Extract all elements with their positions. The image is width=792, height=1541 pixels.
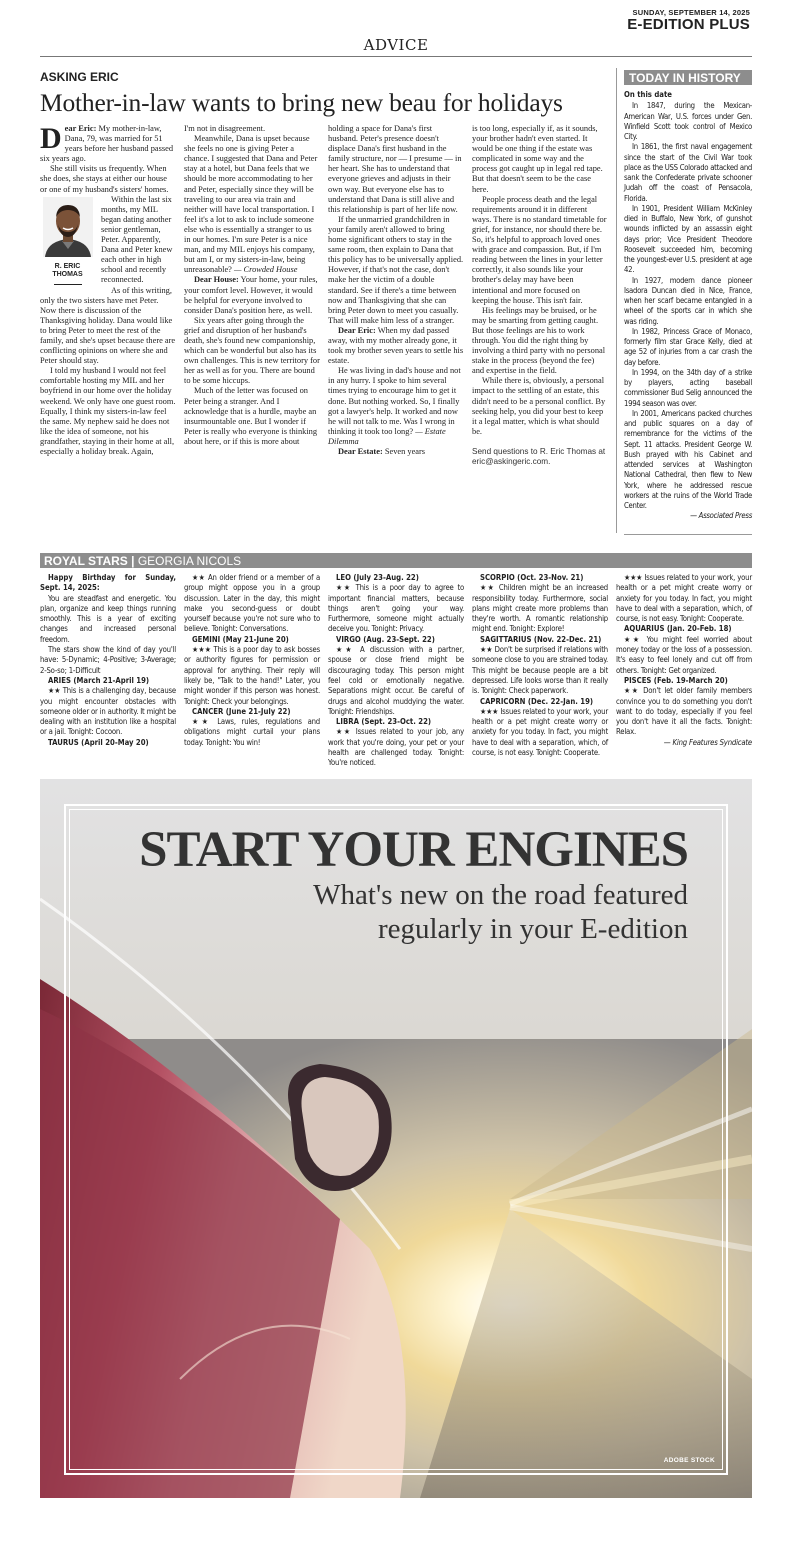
sign-heading: CAPRICORN (Dec. 22-Jan. 19) — [480, 696, 594, 706]
promo-advertisement[interactable] — [40, 779, 752, 1498]
photo-credit: ADOBE STOCK — [663, 1457, 715, 1464]
history-credit: — Associated Press — [690, 511, 752, 521]
horoscope-column-1 — [40, 573, 176, 748]
history-item: In 1847, during the Mexican-American War, U.S. forces under Gen. Winfield Scott took control of Mexico City. — [624, 101, 752, 141]
history-item: In 1861, the first naval engagement since the start of the Civil War took place as the USS Colorado attacked and sank the Confederate private schooner Judah off the coast of Pensacola, Florida. — [624, 142, 752, 203]
sign-text: ★★ Don't be surprised if relations with someone close to you are strained today. This might be because people are a bit depressed. Life looks worse than it really is. Tonight: Check paperwork. — [472, 645, 608, 696]
history-item: In 1927, modern dance pioneer Isadora Duncan died in Nice, France, when her scarf became entangled in a wheel of the sports car in which she was riding. — [624, 275, 752, 326]
contact-signoff: Send questions to R. Eric Thomas at eric@askingeric.com. — [472, 446, 606, 466]
sign-heading: LEO (July 23-Aug. 22) — [336, 573, 419, 582]
paragraph: is too long, especially if, as it sounds, your brother hadn't even started. It would be one thing if the estate was complicated in some way and the process got caught up in legal red tape. But that doesn't seem to be the case here. — [472, 124, 603, 194]
salutation: ear Eric: — [64, 124, 97, 133]
salutation: Dear House: — [194, 275, 239, 285]
paragraph: holding a space for Dana's first husband. Peter's presence doesn't displace Dana's first husband in the family structure, nor — I presume — in her heart. She has to understand that everyone grieves and adjusts in their own way. But everyone else has to understand that Dana is still alive and this relationship is part of her life now. — [328, 124, 462, 214]
author-block — [40, 197, 95, 289]
paragraph: Six years after going through the grief and disruption of her husband's death, she's found new companionship, which can be wonderful but also has its own challenges. This is new territory for her as well as for you. There are bound to be some hiccups. — [184, 315, 320, 386]
sign-text: ★★ Issues related to your job, any work that you're doing, your pet or your health are challenged today. Tonight: You're noticed. — [328, 727, 464, 768]
paragraph: As of this writing, only the two sisters have met Peter. Now there is discussion of the Thanksgiving holiday. Dana would like to bring Peter to meet the rest of the family, and she's upset because there are conflicting opinions on where she and Peter should stay. — [40, 285, 176, 366]
paragraph: My mother-in-law, Dana, 79, was married for 51 years before her husband passed six years ago. — [40, 124, 174, 164]
horoscope-column-5 — [616, 573, 752, 748]
horoscope-credit: — King Features Syndicate — [663, 737, 752, 747]
paragraph: His feelings may be bruised, or he may be smarting from getting caught. But those feelings are his to work through. You did the right thing by involving a third party with no personal stake in the process (beyond the fee) and expertise in the field. — [472, 305, 606, 376]
column-kicker: ASKING ERIC — [40, 70, 119, 84]
history-item: In 1901, President William McKinley died in Buffalo, New York, of gunshot wounds inflicted by an assassin eight days prior; Vice President Theodore Roosevelt succeeded him, becoming the youngest-ever U.S. president at age 42. — [624, 203, 752, 275]
ad-headline: START YOUR ENGINES — [139, 822, 688, 878]
paragraph: People process death and the legal requirements around it in different ways. There is no standard timetable for grief, for instance, nor should there be. So, it's helpful to approach loved ones with grace and compassion. But, if I'm reading between the lines in your letter correctly, it also sounds like your brother's delay may have been intentional and more focused on keeping the house. This isn't fair. — [472, 194, 607, 305]
horoscope-byline: GEORGIA NICOLS — [137, 554, 242, 568]
paragraph: I told my husband I would not feel comfortable hosting my MIL and her boyfriend in our home over the holiday weekend. We only have one guest room. Equally, I think my sisters-in-law feel the same. My nephew said he does not like the idea of someone, not his grandfather, staying in their home at all, especially a holiday break. Again, — [40, 366, 176, 456]
article-column-2 — [184, 124, 320, 447]
history-title: TODAY IN HISTORY — [629, 71, 741, 85]
horoscope-column-4 — [472, 573, 608, 758]
history-item: In 1994, on the 34th day of a strike by players, acting baseball commissioner Bud Selig announced the 1994 season was over. — [624, 367, 752, 408]
paragraph: If the unmarried grandchildren in your family aren't allowed to bring home significant others to stay in the same room, then explain to Dana that this policy has to be universally applied. However, if that's not the case, don't make her the victim of a double standard. See if there's a time between now and Thanksgiving that she can bring Peter down to meet you casually. That will make him less of a stranger. — [328, 214, 464, 325]
history-sidebar — [624, 90, 752, 522]
edition-name: E-EDITION PLUS — [627, 16, 750, 33]
article-column-1 — [40, 124, 176, 457]
sign-heading: SCORPIO (Oct. 23-Nov. 21) — [480, 573, 584, 582]
paragraph-text: When my dad passed away, with my mother already gone, it took my brother seven years to settle his estate. — [328, 325, 464, 366]
paragraph — [40, 164, 176, 194]
sign-text: ★★ This is a poor day to agree to important financial matters, because things aren't going your way. Furthermore, someone might actually deceive you. Tonight: Privacy. — [328, 583, 464, 634]
letter-signature: — Crowded House — [234, 265, 298, 275]
paragraph — [328, 366, 464, 447]
author-name — [40, 263, 95, 280]
ad-subheadline: What's new on the road featured regularly in your E-edition — [313, 879, 688, 945]
paragraph: Much of the letter was focused on Peter being a stranger. And I acknowledge that is a hurdle, maybe an insurmountable one. But I wonder if Peter is really who everyone is thinking about here, or if this is more about — [184, 386, 318, 446]
article-headline: Mother-in-law wants to bring new beau for holidays — [40, 88, 563, 117]
article-column-4 — [472, 124, 608, 467]
sign-heading: GEMINI (May 21-June 20) — [192, 634, 289, 644]
letter-signature: — Estate Dilemma — [328, 426, 446, 446]
horoscope-column-2 — [184, 573, 320, 748]
sign-heading: LIBRA (Sept. 23-Oct. 22) — [336, 717, 432, 727]
history-divider — [624, 534, 752, 535]
history-item: In 1982, Princess Grace of Monaco, formerly film star Grace Kelly, died at age 52 of injuries from a car crash the day before. — [624, 326, 752, 367]
sign-text: ★★ Don't let older family members convince you to do something you don't want to do today, especially if you feel you don't have it all the facts. Tonight: Relax. — [616, 686, 752, 737]
edition-date: SUNDAY, SEPTEMBER 14, 2025 — [632, 8, 750, 17]
sign-heading: CANCER (June 21-July 22) — [192, 706, 291, 716]
sign-heading: AQUARIUS (Jan. 20-Feb. 18) — [624, 624, 732, 634]
sign-heading: TAURUS (April 20-May 20) — [48, 737, 149, 747]
salutation: Dear Eric: — [338, 325, 376, 335]
paragraph: I'm not in disagreement. — [184, 124, 266, 133]
sign-text: ★★ Laws, rules, regulations and obligations might curtail your plans today. Tonight: You win! — [184, 717, 320, 747]
paragraph — [328, 447, 464, 457]
author-photo — [43, 197, 93, 257]
horoscope-column-3 — [328, 573, 464, 769]
history-item: In 2001, Americans packed churches and public squares on a day of remembrance for the victims of the Sept. 11 attacks. President George W. Bush prayed with his Cabinet and attended services at Washington National Cathedral, then flew to New York, where he addressed rescue workers at the ruins of the World Trade Center. — [624, 408, 752, 510]
history-subhead: On this date — [624, 90, 672, 99]
paragraph-text: Meanwhile, Dana is upset because she feels no one is giving Peter a chance. I suggested that Dana and Peter stay at a hotel, but Dana feels that we should be more accommodating to her and Peter, especially since they will be traveling to our area via train and neither will have local transportation. I feel it's a lot to ask to include someone else who is essentially a stranger to us in our homes. I'm sure Peter is a nice man, and my MIL enjoys his company, but am I, or my sisters-in-law, being unreasonable? — [184, 134, 318, 275]
sign-text: ★★ A discussion with a partner, spouse or close friend might be discouraging today. This person might feel cold or emotionally negative. Separations might occur. Be careful of drugs and alcohol muddying the water. Tonight: Friendships. — [328, 645, 464, 716]
author-name-last: THOMAS — [52, 271, 83, 279]
section-divider — [40, 56, 752, 57]
sign-heading: VIRGO (Aug. 23-Sept. 22) — [336, 634, 435, 644]
sign-text: ★★★ This is a poor day to ask bosses or authority figures for permission or approval for anything. Their reply will likely be, "Talk to the hand!" Later, you might wonder if this person was honest. Tonight: Check your belongings. — [184, 645, 320, 706]
drop-cap: D — [40, 122, 62, 155]
sign-text: ★★★ Issues related to your work, your health or a pet might create worry or anxiety for you today. In fact, you might have to deal with a separation, which, of course, is not easy. Tonight: Cooperate. — [472, 706, 608, 758]
paragraph-text: She still visits us frequently. When she does, she stays at either our house or one of my husband's sisters' homes. — [40, 164, 169, 194]
sign-text: ★★ An older friend or a member of a group might oppose you in a group discussion. Later in the day, this might make you second-guess or doubt yourself because you're not sure who to believe. Tonight: Conversations. — [184, 573, 320, 634]
section-label: ADVICE — [363, 36, 429, 54]
birthday-heading: Happy Birthday for Sunday, Sept. 14, 2025: — [40, 573, 176, 593]
paragraph: While there is, obviously, a personal impact to the settling of an estate, this didn't need to be a personal conflict. By seeking help, you did your best to keep it a legal matter, which is what should be. — [472, 376, 606, 436]
paragraph — [184, 275, 320, 315]
paragraph-text: Seven years — [382, 447, 426, 456]
horoscope-title: ROYAL STARS | GEORGIA NICOLS — [44, 554, 242, 568]
sign-text: ★★ You might feel worried about money today or the loss of a possession. It's easy to feel lonely and cut off from others. Tonight: Get organized. — [616, 634, 752, 675]
article-column-3 — [328, 124, 464, 457]
sign-heading: SAGITTARIUS (Nov. 22-Dec. 21) — [480, 634, 602, 644]
author-name-first: R. ERIC — [54, 262, 81, 270]
author-divider — [54, 284, 82, 285]
paragraph — [328, 326, 464, 366]
sign-text: ★★★ Issues related to your work, your health or a pet might create worry or anxiety for you today. In fact, you might have to deal with a separation, which, of course, is not easy. Tonight: Cooperate. — [616, 573, 752, 624]
paragraph — [184, 134, 320, 275]
paragraph-text: Your home, your rules, your comfort level. However, it would be helpful for everyone involved to consider Dana's position here, as well. — [184, 275, 318, 315]
horoscope-title-text: ROYAL STARS — [44, 554, 128, 568]
sign-heading: PISCES (Feb. 19-March 20) — [624, 675, 728, 685]
birthday-text: You are steadfast and energetic. You plan, organize and keep things running smoothly. This is a year of exciting changes and increased personal freedom. — [40, 593, 176, 644]
sign-text: ★★ Children might be an increased responsibility today. Furthermore, social plans might create more problems than they're worth. A romantic relationship might end. Tonight: Explore! — [472, 583, 608, 634]
sign-text: ★★ This is a challenging day, because you might encounter obstacles with someone older or in authority. It might be dealing with an institution like a hospital or a jail. Tonight: Cocoon. — [40, 686, 176, 737]
paragraph-text: He was living in dad's house and not in any hurry. I spoke to him several times trying to encourage him to get it done. But nothing worked. So, I finally got a lawyer's help. It worked and now he will not talk to me. Was I wrong in thinking it took too long? — [328, 366, 461, 436]
sign-heading: ARIES (March 21-April 19) — [48, 675, 150, 685]
paragraph: Within the last six months, my MIL began dating another senior gentleman, Peter. Apparently, Dana and Peter knew each other in high school and recently reconnected. — [101, 194, 173, 285]
column-divider — [616, 68, 617, 533]
star-legend: The stars show the kind of day you'll have: 5-Dynamic; 4-Positive; 3-Average; 2-So-so; 1-Difficult — [40, 645, 176, 675]
salutation: Dear Estate: — [338, 447, 383, 456]
